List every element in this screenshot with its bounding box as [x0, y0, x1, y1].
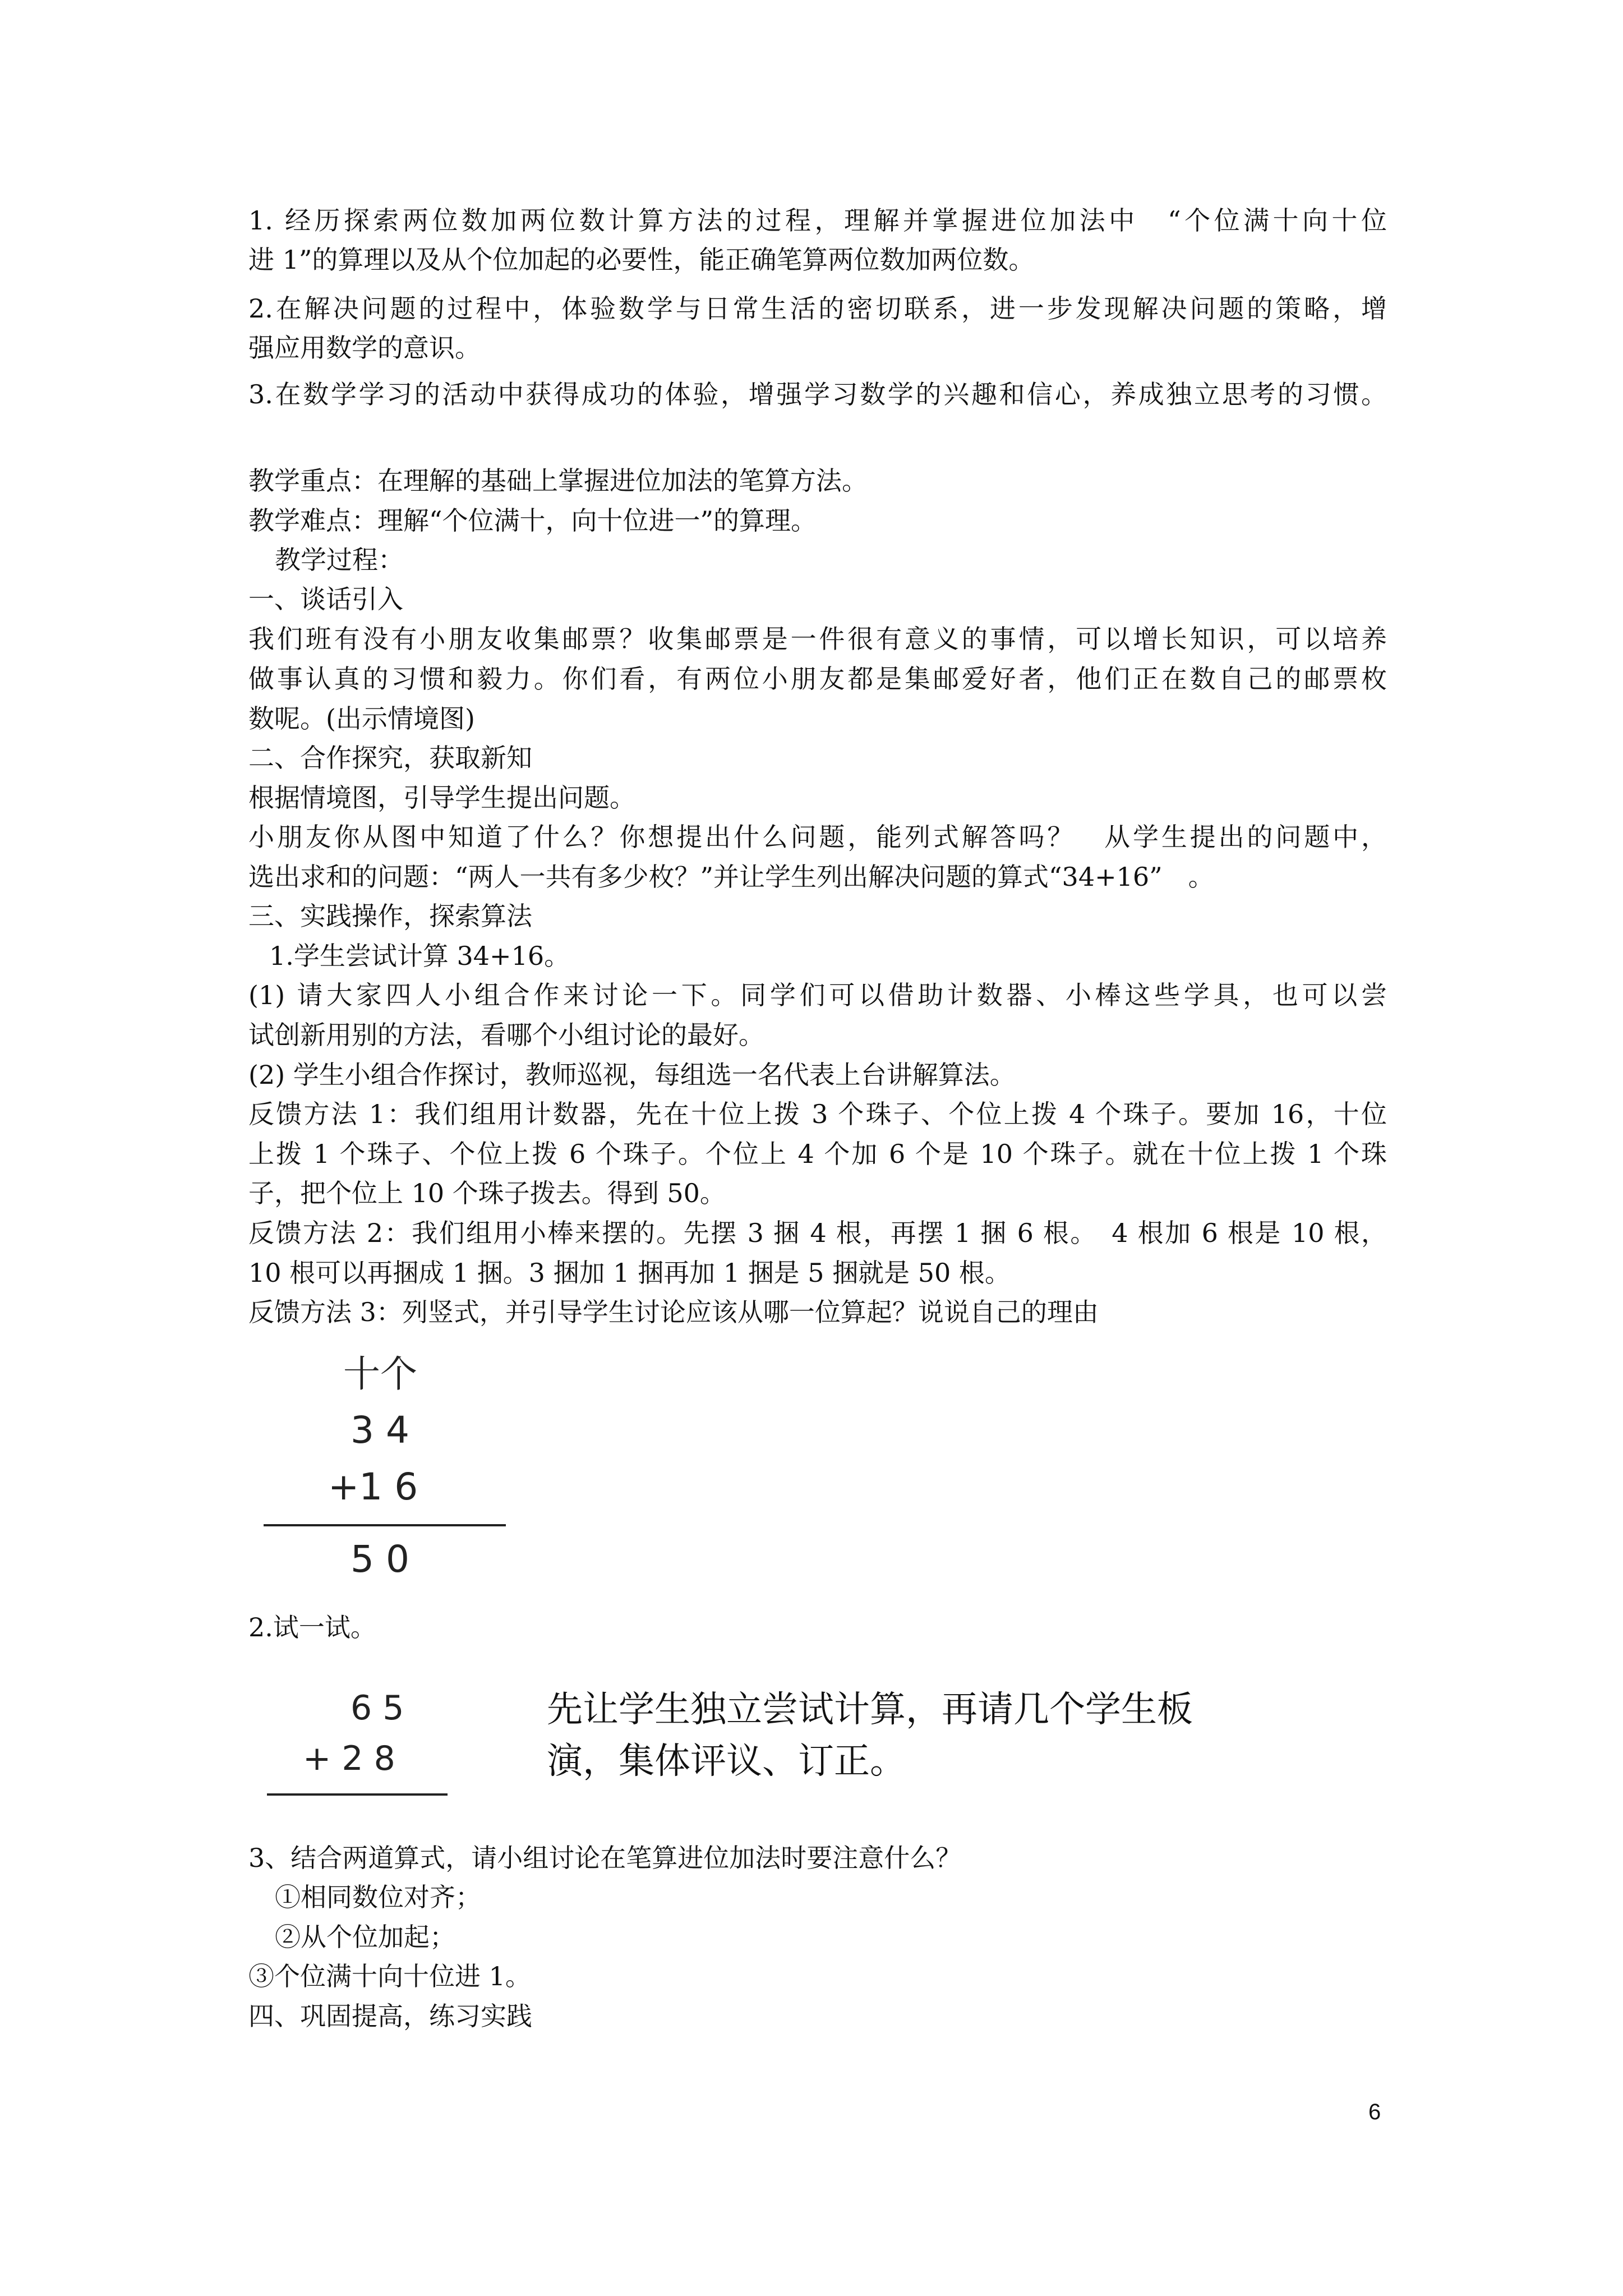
objective-2-line-1: 2.在解决问题的过程中，体验数学与日常生活的密切联系，进一步发现解决问题的策略，增 [248, 293, 1387, 324]
section2-text-1: 根据情境图，引导学生提出问题。 [248, 783, 635, 813]
step2: 2.试一试。 [248, 1612, 376, 1642]
feedback1-line-3: 子，把个位上 10 个珠子拨去。得到 50。 [248, 1178, 726, 1208]
rule-3: ③个位满十向十位进 1。 [248, 1961, 531, 1991]
section3-title: 三、实践操作，探索算法 [248, 901, 532, 931]
vertical1-top: 3 4 [351, 1409, 409, 1452]
vertical1-header: 十个 [343, 1352, 417, 1396]
vertical2-top: 6 5 [351, 1688, 404, 1728]
step2-note-line-2: 演，集体评议、订正。 [547, 1741, 906, 1782]
section1-text-line-1: 我们班有没有小朋友收集邮票？收集邮票是一件很有意义的事情，可以增长知识，可以培养 [248, 624, 1387, 654]
vertical1-addend: +1 6 [328, 1465, 418, 1508]
step1-b: (2) 学生小组合作探讨，教师巡视，每组选一名代表上台讲解算法。 [248, 1060, 1016, 1090]
section2-title: 二、合作探究，获取新知 [248, 743, 532, 773]
vertical1-rule [264, 1524, 506, 1526]
objective-3-line-1: 3.在数学学习的活动中获得成功的体验，增强学习数学的兴趣和信心，养成独立思考的习惯。 [248, 379, 1387, 409]
step1-a-line-1: (1) 请大家四人小组合作来讨论一下。同学们可以借助计数器、小棒这些学具，也可以尝 [248, 980, 1387, 1010]
process-title: 教学过程： [275, 545, 404, 575]
page-number: 6 [1368, 2100, 1381, 2124]
difficult-point: 教学难点：理解“个位满十，向十位进一”的算理。 [248, 505, 817, 536]
rule-2: ②从个位加起； [275, 1922, 455, 1952]
section1-text-line-3: 数呢。(出示情境图) [248, 703, 475, 734]
feedback2-line-1: 反馈方法 2：我们组用小棒来摆的。先摆 3 捆 4 根，再摆 1 捆 6 根。 4 根加 6 根是 10 根， [248, 1218, 1387, 1248]
objective-2-line-2: 强应用数学的意识。 [248, 333, 481, 363]
section2-text-2-line-2: 选出求和的问题：“两人一共有多少枚？”并让学生列出解决问题的算式“34+16” 。 [248, 862, 1214, 892]
step3: 3、结合两道算式，请小组讨论在笔算进位加法时要注意什么？ [248, 1843, 962, 1873]
section1-title: 一、谈话引入 [248, 584, 403, 614]
vertical2-addend: + 2 8 [303, 1739, 395, 1778]
feedback1-line-2: 上拨 1 个珠子、个位上拨 6 个珠子。个位上 4 个加 6 个是 10 个珠子。就在十位上拨 1 个珠 [248, 1139, 1387, 1169]
rule-1: ①相同数位对齐； [275, 1882, 481, 1912]
step1: 1.学生尝试计算 34+16。 [269, 941, 570, 971]
objective-1-line-2: 进 1”的算理以及从个位加起的必要性，能正确笔算两位数加两位数。 [248, 245, 1035, 275]
vertical1-result: 5 0 [351, 1538, 409, 1581]
step2-note-line-1: 先让学生独立尝试计算，再请几个学生板 [547, 1689, 1193, 1731]
section4-title: 四、巩固提高，练习实践 [248, 2001, 532, 2031]
feedback2-line-2: 10 根可以再捆成 1 捆。3 捆加 1 捆再加 1 捆是 5 捆就是 50 根。 [248, 1258, 1011, 1288]
section1-text-line-2: 做事认真的习惯和毅力。你们看，有两位小朋友都是集邮爱好者，他们正在数自己的邮票枚 [248, 664, 1387, 694]
step1-a-line-2: 试创新用别的方法，看哪个小组讨论的最好。 [248, 1020, 764, 1050]
key-point: 教学重点：在理解的基础上掌握进位加法的笔算方法。 [248, 466, 868, 496]
vertical2-rule [267, 1793, 448, 1796]
objective-1-line-1: 1. 经历探索两位数加两位数计算方法的过程，理解并掌握进位加法中 “个位满十向十位 [248, 205, 1387, 236]
feedback3: 反馈方法 3：列竖式，并引导学生讨论应该从哪一位算起？说说自己的理由 [248, 1297, 1099, 1327]
feedback1-line-1: 反馈方法 1：我们组用计数器，先在十位上拨 3 个珠子、个位上拨 4 个珠子。要加 16，十位 [248, 1099, 1387, 1129]
section2-text-2-line-1: 小朋友你从图中知道了什么？你想提出什么问题，能列式解答吗？ 从学生提出的问题中， [248, 822, 1387, 852]
